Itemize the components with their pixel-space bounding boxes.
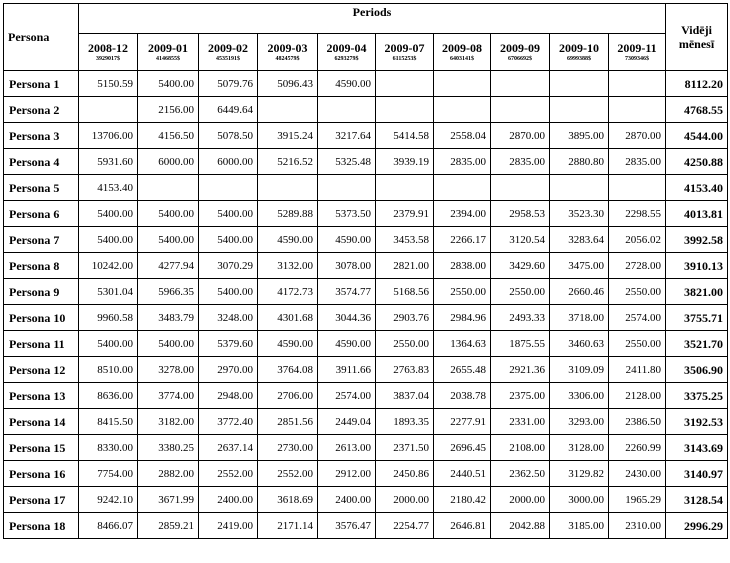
- period-header: [258, 34, 318, 71]
- value-cell: 5216.52: [258, 149, 318, 175]
- period-header: [138, 34, 199, 71]
- value-cell: [376, 71, 434, 97]
- value-cell: [138, 175, 199, 201]
- period-date: 2009-11: [617, 40, 657, 55]
- value-cell: [434, 97, 491, 123]
- value-cell: 2277.91: [434, 409, 491, 435]
- value-cell: 3671.99: [138, 487, 199, 513]
- period-date: 2009-02: [208, 40, 248, 55]
- value-cell: 2835.00: [609, 149, 666, 175]
- value-cell: 3283.64: [550, 227, 609, 253]
- value-cell: 3185.00: [550, 513, 609, 539]
- value-cell: 2763.83: [376, 357, 434, 383]
- value-cell: 4277.94: [138, 253, 199, 279]
- value-cell: 5414.58: [376, 123, 434, 149]
- table-row: [4, 227, 728, 253]
- persona-name: Persona 15: [4, 435, 79, 461]
- value-cell: 2851.56: [258, 409, 318, 435]
- header-row-top: [4, 4, 728, 34]
- value-cell: 3718.00: [550, 305, 609, 331]
- average-cell: 3506.90: [666, 357, 728, 383]
- value-cell: 2331.00: [491, 409, 550, 435]
- header-row-periods: [4, 34, 728, 71]
- period-code: 6115253$: [392, 55, 417, 62]
- value-cell: 2970.00: [199, 357, 258, 383]
- table-row: [4, 331, 728, 357]
- value-cell: 3429.60: [491, 253, 550, 279]
- value-cell: 13706.00: [79, 123, 138, 149]
- value-cell: 2730.00: [258, 435, 318, 461]
- period-header: [199, 34, 258, 71]
- value-cell: 3078.00: [318, 253, 376, 279]
- value-cell: 2449.04: [318, 409, 376, 435]
- average-cell: 3192.53: [666, 409, 728, 435]
- value-cell: 3070.29: [199, 253, 258, 279]
- average-cell: 8112.20: [666, 71, 728, 97]
- value-cell: 2400.00: [199, 487, 258, 513]
- value-cell: 3939.19: [376, 149, 434, 175]
- value-cell: 2655.48: [434, 357, 491, 383]
- value-cell: [258, 175, 318, 201]
- value-cell: 3774.00: [138, 383, 199, 409]
- value-cell: 2550.00: [376, 331, 434, 357]
- value-cell: 3306.00: [550, 383, 609, 409]
- value-cell: 4590.00: [258, 331, 318, 357]
- period-date: 2009-08: [442, 40, 482, 55]
- table-row: [4, 383, 728, 409]
- persona-name: Persona 8: [4, 253, 79, 279]
- value-cell: 3576.47: [318, 513, 376, 539]
- value-cell: 2440.51: [434, 461, 491, 487]
- value-cell: [434, 175, 491, 201]
- value-cell: 2171.14: [258, 513, 318, 539]
- table-row: [4, 149, 728, 175]
- value-cell: 3120.54: [491, 227, 550, 253]
- value-cell: 3915.24: [258, 123, 318, 149]
- persona-name: Persona 3: [4, 123, 79, 149]
- value-cell: 2375.00: [491, 383, 550, 409]
- period-date: 2009-10: [559, 40, 599, 55]
- value-cell: 5150.59: [79, 71, 138, 97]
- period-date: 2009-09: [500, 40, 540, 55]
- value-cell: 7754.00: [79, 461, 138, 487]
- value-cell: [199, 175, 258, 201]
- value-cell: 2298.55: [609, 201, 666, 227]
- value-cell: [318, 97, 376, 123]
- value-cell: 5400.00: [79, 227, 138, 253]
- average-cell: 3755.71: [666, 305, 728, 331]
- table-row: [4, 97, 728, 123]
- value-cell: 6000.00: [199, 149, 258, 175]
- value-cell: 3475.00: [550, 253, 609, 279]
- value-cell: 3109.09: [550, 357, 609, 383]
- value-cell: 5400.00: [199, 279, 258, 305]
- value-cell: 1965.29: [609, 487, 666, 513]
- table-row: [4, 513, 728, 539]
- value-cell: 6000.00: [138, 149, 199, 175]
- value-cell: 5289.88: [258, 201, 318, 227]
- table-row: [4, 435, 728, 461]
- table-row: [4, 175, 728, 201]
- value-cell: 2882.00: [138, 461, 199, 487]
- value-cell: 5078.50: [199, 123, 258, 149]
- period-header: [79, 34, 138, 71]
- average-cell: 3821.00: [666, 279, 728, 305]
- value-cell: 5400.00: [138, 227, 199, 253]
- persona-name: Persona 7: [4, 227, 79, 253]
- period-date: 2009-01: [148, 40, 188, 55]
- period-code: 6403141$: [450, 55, 474, 62]
- value-cell: 3248.00: [199, 305, 258, 331]
- table-row: [4, 357, 728, 383]
- value-cell: 8510.00: [79, 357, 138, 383]
- value-cell: 3574.77: [318, 279, 376, 305]
- value-cell: 2696.45: [434, 435, 491, 461]
- average-cell: 3128.54: [666, 487, 728, 513]
- value-cell: 2156.00: [138, 97, 199, 123]
- value-cell: 2550.00: [609, 279, 666, 305]
- average-cell: 4250.88: [666, 149, 728, 175]
- value-cell: 4590.00: [318, 331, 376, 357]
- table-row: [4, 123, 728, 149]
- period-code: 4824579$: [275, 55, 300, 62]
- persona-name: Persona 17: [4, 487, 79, 513]
- value-cell: [609, 175, 666, 201]
- value-cell: 1364.63: [434, 331, 491, 357]
- value-cell: 2394.00: [434, 201, 491, 227]
- value-cell: 2552.00: [258, 461, 318, 487]
- value-cell: 5096.43: [258, 71, 318, 97]
- average-cell: 3521.70: [666, 331, 728, 357]
- value-cell: 3182.00: [138, 409, 199, 435]
- value-cell: 2550.00: [491, 279, 550, 305]
- table-row: [4, 279, 728, 305]
- persona-name: Persona 11: [4, 331, 79, 357]
- value-cell: 2000.00: [376, 487, 434, 513]
- value-cell: 2108.00: [491, 435, 550, 461]
- value-cell: [318, 175, 376, 201]
- value-cell: 2266.17: [434, 227, 491, 253]
- value-cell: 2958.53: [491, 201, 550, 227]
- value-cell: 3523.30: [550, 201, 609, 227]
- average-label-line1: Vidēji: [681, 23, 712, 37]
- value-cell: 2386.50: [609, 409, 666, 435]
- average-column-header: [666, 4, 728, 71]
- value-cell: 3618.69: [258, 487, 318, 513]
- value-cell: [609, 97, 666, 123]
- period-date: 2009-03: [267, 40, 308, 55]
- value-cell: 9960.58: [79, 305, 138, 331]
- value-cell: 2859.21: [138, 513, 199, 539]
- value-cell: 2056.02: [609, 227, 666, 253]
- average-cell: 2996.29: [666, 513, 728, 539]
- value-cell: 3772.40: [199, 409, 258, 435]
- period-code: 3929017$: [96, 55, 120, 62]
- value-cell: 3483.79: [138, 305, 199, 331]
- value-cell: 1893.35: [376, 409, 434, 435]
- value-cell: 5379.60: [199, 331, 258, 357]
- value-cell: 5931.60: [79, 149, 138, 175]
- period-date: 2008-12: [88, 40, 128, 55]
- value-cell: 2411.80: [609, 357, 666, 383]
- value-cell: 2870.00: [609, 123, 666, 149]
- value-cell: 3895.00: [550, 123, 609, 149]
- value-cell: 2646.81: [434, 513, 491, 539]
- table-row: [4, 487, 728, 513]
- period-code: 6293279$: [334, 55, 359, 62]
- value-cell: [550, 71, 609, 97]
- value-cell: 2838.00: [434, 253, 491, 279]
- value-cell: 2550.00: [434, 279, 491, 305]
- value-cell: 8466.07: [79, 513, 138, 539]
- value-cell: 2419.00: [199, 513, 258, 539]
- value-cell: 3129.82: [550, 461, 609, 487]
- average-cell: 4544.00: [666, 123, 728, 149]
- average-cell: 3375.25: [666, 383, 728, 409]
- value-cell: 10242.00: [79, 253, 138, 279]
- period-header: [318, 34, 376, 71]
- value-cell: 4590.00: [318, 227, 376, 253]
- value-cell: 2558.04: [434, 123, 491, 149]
- average-cell: 4153.40: [666, 175, 728, 201]
- value-cell: 2371.50: [376, 435, 434, 461]
- value-cell: 6449.64: [199, 97, 258, 123]
- persona-column-header: Persona: [4, 4, 79, 71]
- value-cell: 2042.88: [491, 513, 550, 539]
- value-cell: [376, 175, 434, 201]
- persona-name: Persona 5: [4, 175, 79, 201]
- value-cell: 5966.35: [138, 279, 199, 305]
- value-cell: 5400.00: [138, 331, 199, 357]
- value-cell: 5400.00: [138, 201, 199, 227]
- value-cell: 4590.00: [318, 71, 376, 97]
- value-cell: 2128.00: [609, 383, 666, 409]
- value-cell: 3764.08: [258, 357, 318, 383]
- value-cell: 2362.50: [491, 461, 550, 487]
- period-header: [434, 34, 491, 71]
- value-cell: 2260.99: [609, 435, 666, 461]
- value-cell: 4156.50: [138, 123, 199, 149]
- value-cell: 5400.00: [199, 201, 258, 227]
- value-cell: 2493.33: [491, 305, 550, 331]
- period-code: 6706692$: [508, 55, 532, 62]
- value-cell: 2400.00: [318, 487, 376, 513]
- value-cell: [550, 175, 609, 201]
- value-cell: 2310.00: [609, 513, 666, 539]
- table-row: [4, 253, 728, 279]
- period-header: [550, 34, 609, 71]
- value-cell: 4153.40: [79, 175, 138, 201]
- value-cell: 3460.63: [550, 331, 609, 357]
- value-cell: [491, 97, 550, 123]
- value-cell: 2921.36: [491, 357, 550, 383]
- value-cell: 2379.91: [376, 201, 434, 227]
- value-cell: 2880.80: [550, 149, 609, 175]
- value-cell: 3293.00: [550, 409, 609, 435]
- value-cell: 5325.48: [318, 149, 376, 175]
- value-cell: 5400.00: [79, 201, 138, 227]
- persona-name: Persona 13: [4, 383, 79, 409]
- persona-name: Persona 2: [4, 97, 79, 123]
- value-cell: 2038.78: [434, 383, 491, 409]
- value-cell: 2903.76: [376, 305, 434, 331]
- value-cell: 2254.77: [376, 513, 434, 539]
- value-cell: 2574.00: [318, 383, 376, 409]
- value-cell: 3044.36: [318, 305, 376, 331]
- table-body: [4, 71, 728, 539]
- value-cell: 5373.50: [318, 201, 376, 227]
- value-cell: 5400.00: [138, 71, 199, 97]
- value-cell: [609, 71, 666, 97]
- period-code: 7309346$: [625, 55, 649, 62]
- value-cell: [491, 175, 550, 201]
- value-cell: 2613.00: [318, 435, 376, 461]
- period-date: 2009-04: [326, 40, 367, 55]
- value-cell: 8636.00: [79, 383, 138, 409]
- average-label-line2: mēnesī: [678, 37, 715, 51]
- value-cell: 4590.00: [258, 227, 318, 253]
- average-cell: 3143.69: [666, 435, 728, 461]
- value-cell: 2706.00: [258, 383, 318, 409]
- persona-name: Persona 16: [4, 461, 79, 487]
- value-cell: 4301.68: [258, 305, 318, 331]
- value-cell: 3380.25: [138, 435, 199, 461]
- average-cell: 3910.13: [666, 253, 728, 279]
- value-cell: 3128.00: [550, 435, 609, 461]
- value-cell: 5301.04: [79, 279, 138, 305]
- table-row: [4, 71, 728, 97]
- persona-name: Persona 4: [4, 149, 79, 175]
- period-code: 4535191$: [216, 55, 240, 62]
- value-cell: 2835.00: [491, 149, 550, 175]
- value-cell: 8415.50: [79, 409, 138, 435]
- value-cell: 2180.42: [434, 487, 491, 513]
- value-cell: 2984.96: [434, 305, 491, 331]
- persona-name: Persona 1: [4, 71, 79, 97]
- period-date: 2009-07: [384, 40, 425, 55]
- value-cell: 9242.10: [79, 487, 138, 513]
- value-cell: 5400.00: [199, 227, 258, 253]
- value-cell: 2430.00: [609, 461, 666, 487]
- value-cell: 2552.00: [199, 461, 258, 487]
- value-cell: 2835.00: [434, 149, 491, 175]
- value-cell: 5079.76: [199, 71, 258, 97]
- value-cell: 3278.00: [138, 357, 199, 383]
- value-cell: 8330.00: [79, 435, 138, 461]
- average-cell: 3140.97: [666, 461, 728, 487]
- value-cell: 2948.00: [199, 383, 258, 409]
- salary-table: [3, 3, 728, 539]
- persona-name: Persona 12: [4, 357, 79, 383]
- value-cell: [491, 71, 550, 97]
- value-cell: [376, 97, 434, 123]
- value-cell: 2912.00: [318, 461, 376, 487]
- value-cell: 2574.00: [609, 305, 666, 331]
- persona-name: Persona 6: [4, 201, 79, 227]
- persona-name: Persona 9: [4, 279, 79, 305]
- average-cell: 4768.55: [666, 97, 728, 123]
- value-cell: [434, 71, 491, 97]
- table-row: [4, 409, 728, 435]
- value-cell: 3911.66: [318, 357, 376, 383]
- average-cell: 4013.81: [666, 201, 728, 227]
- value-cell: 2450.86: [376, 461, 434, 487]
- table-row: [4, 305, 728, 331]
- period-code: 6999388$: [567, 55, 591, 62]
- value-cell: 5400.00: [79, 331, 138, 357]
- value-cell: 2000.00: [491, 487, 550, 513]
- average-cell: 3992.58: [666, 227, 728, 253]
- period-header: [376, 34, 434, 71]
- value-cell: 3000.00: [550, 487, 609, 513]
- persona-name: Persona 18: [4, 513, 79, 539]
- value-cell: 5168.56: [376, 279, 434, 305]
- value-cell: 2637.14: [199, 435, 258, 461]
- periods-header: Periods: [79, 4, 666, 34]
- value-cell: [550, 97, 609, 123]
- persona-name: Persona 14: [4, 409, 79, 435]
- value-cell: 2550.00: [609, 331, 666, 357]
- value-cell: [79, 97, 138, 123]
- value-cell: 3217.64: [318, 123, 376, 149]
- persona-name: Persona 10: [4, 305, 79, 331]
- value-cell: 2728.00: [609, 253, 666, 279]
- value-cell: 2870.00: [491, 123, 550, 149]
- value-cell: 1875.55: [491, 331, 550, 357]
- value-cell: 4172.73: [258, 279, 318, 305]
- period-code: 4146855$: [156, 55, 180, 62]
- value-cell: 2660.46: [550, 279, 609, 305]
- value-cell: 2821.00: [376, 253, 434, 279]
- period-header: [609, 34, 666, 71]
- value-cell: 3132.00: [258, 253, 318, 279]
- value-cell: [258, 97, 318, 123]
- value-cell: 3837.04: [376, 383, 434, 409]
- period-header: [491, 34, 550, 71]
- table-row: [4, 201, 728, 227]
- value-cell: 3453.58: [376, 227, 434, 253]
- table-row: [4, 461, 728, 487]
